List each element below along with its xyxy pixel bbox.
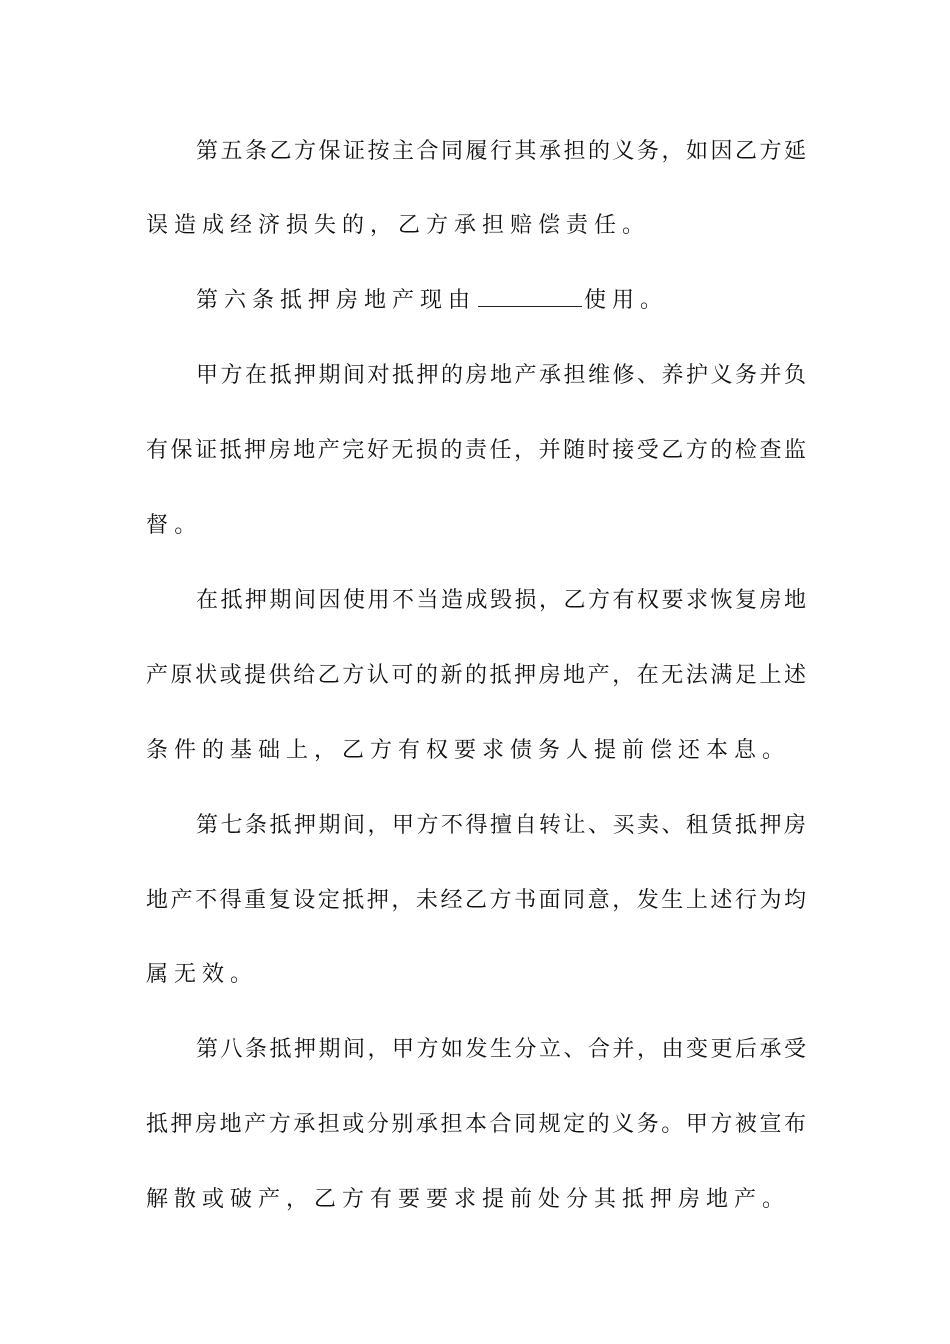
article-8-line-2: 抵押房地产方承担或分别承担本合同规定的义务。甲方被宣布 [146, 1112, 806, 1137]
article-7-line-3: 属无效。 [146, 962, 259, 987]
article-6-line [196, 281, 856, 321]
paragraph-damage-line-2: 产原状或提供给乙方认可的新的抵押房地产，在无法满足上述 [146, 663, 806, 688]
article-8-line-1: 第八条抵押期间，甲方如发生分立、合并，由变更后承受 [196, 1037, 806, 1062]
paragraph-damage-line-1: 在抵押期间因使用不当造成毁损，乙方有权要求恢复房地 [196, 588, 806, 613]
article-6-text: 第六条抵押房地产现由 [196, 288, 477, 313]
paragraph-damage-line-3: 条件的基础上，乙方有权要求债务人提前偿还本息。 [146, 738, 791, 763]
article-7-line-1: 第七条抵押期间，甲方不得擅自转让、买卖、租赁抵押房 [196, 813, 806, 838]
article-7-line-2: 地产不得重复设定抵押，未经乙方书面同意，发生上述行为均 [146, 888, 806, 913]
article-8-line-3: 解散或破产，乙方有要要求提前处分其抵押房地产。 [146, 1187, 791, 1212]
paragraph-maintenance-line-3: 督。 [146, 513, 203, 538]
article-5-line-1: 第五条乙方保证按主合同履行其承担的义务，如因乙方延 [196, 139, 806, 164]
fill-in-blank [478, 284, 582, 307]
paragraph-maintenance-line-1: 甲方在抵押期间对抵押的房地产承担维修、养护义务并负 [196, 363, 806, 388]
article-5-line-2: 误造成经济损失的，乙方承担赔偿责任。 [146, 213, 651, 238]
article-6-suffix: 使用。 [584, 288, 669, 313]
paragraph-maintenance-line-2: 有保证抵押房地产完好无损的责任，并随时接受乙方的检查监 [146, 438, 806, 463]
